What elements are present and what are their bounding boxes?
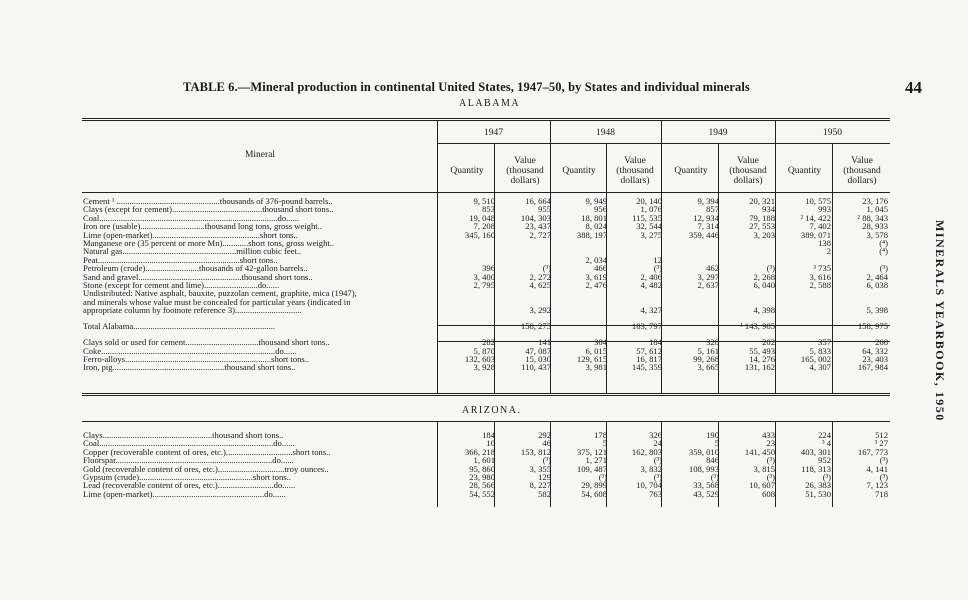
quantity-cell: 132, 603 (464, 353, 495, 364)
quantity-cell (775, 289, 831, 297)
value-cell: 46 (542, 438, 551, 449)
value-cell: (³) (542, 455, 551, 466)
quantity-cell: 2, 588 (809, 280, 831, 291)
value-cell: 23, 437 (525, 221, 551, 232)
quantity-cell (551, 239, 607, 247)
value-cell (495, 289, 551, 297)
quantity-cell: 9, 949 (585, 196, 607, 206)
value-cell: 8, 227 (529, 480, 551, 491)
quantity-header: Quantity (450, 166, 484, 176)
section-rule-double (82, 395, 890, 396)
value-cell: 3, 292 (529, 305, 551, 316)
value-cell: 10, 704 (636, 480, 662, 491)
quantity-cell: 190 (706, 430, 719, 440)
value-cell: 7, 123 (866, 480, 888, 491)
quantity-cell: 2, 034 (585, 254, 607, 265)
value-cell: 15, 030 (525, 353, 551, 364)
mineral-label: Gold (recoverable content of ores, etc.)...............................troy ounces.. (83, 463, 329, 474)
quantity-cell: 1, 271 (585, 455, 607, 466)
mineral-label: Cement ¹ ................................................thousands of 376-pound barrels.. (83, 196, 333, 206)
mineral-label: Petroleum (crude).........................thousands of 42-gallon barrels.. (83, 263, 308, 274)
value-cell: 292 (538, 430, 551, 440)
quantity-cell: 108, 993 (688, 463, 719, 474)
header-subdivider (606, 143, 607, 192)
value-cell: 512 (875, 430, 888, 440)
value-cell: 23 (766, 438, 775, 449)
mineral-label: Natural gas.....................................................million cubic feet.. (83, 246, 302, 257)
value-cell: 2, 464 (866, 271, 888, 282)
quantity-cell: 359, 446 (688, 229, 719, 240)
value-cell: (³) (653, 455, 662, 466)
value-cell: 202 (762, 337, 775, 348)
table-row (83, 306, 888, 314)
value-cell: 55, 493 (749, 345, 775, 356)
quantity-cell (662, 289, 719, 297)
value-header: Value (thousand dollars) (843, 156, 881, 186)
value-cell: 28, 933 (862, 221, 888, 232)
quantity-header: Quantity (787, 166, 822, 176)
quantity-cell: 33, 568 (693, 480, 719, 491)
section-title-arizona: ARIZONA. (462, 405, 522, 416)
quantity-cell: 26, 383 (805, 480, 831, 491)
value-cell: 4, 141 (866, 463, 888, 474)
quantity-cell: 12, 934 (693, 212, 719, 223)
quantity-cell: 993 (818, 204, 831, 215)
year-1950: 1950 (823, 128, 842, 138)
quantity-cell: 389, 071 (800, 229, 831, 240)
mineral-label: Coke.................................................................................do...... (83, 345, 297, 356)
quantity-cell: 3, 981 (585, 362, 607, 373)
quantity-cell: 184 (482, 430, 495, 440)
value-cell: (³) (766, 263, 775, 274)
quantity-cell: 5, 161 (697, 345, 719, 356)
quantity-cell: 109, 487 (576, 463, 607, 474)
value-cell: (⁴) (879, 246, 888, 257)
value-cell: 20, 321 (749, 196, 775, 206)
value-cell: 162, 803 (631, 446, 662, 457)
value-cell (719, 289, 775, 297)
quantity-cell: 165, 002 (800, 353, 831, 364)
mineral-label: Peat..................................................................short tons.. (83, 254, 278, 265)
value-cell: (⁴) (879, 238, 888, 249)
quantity-cell: 5 (602, 438, 607, 449)
quantity-cell: 18, 801 (581, 212, 607, 223)
mineral-label: Lead (recoverable content of ores, etc.)..........................do...... (83, 480, 296, 491)
value-cell: 23, 403 (862, 353, 888, 364)
header-subdivider (832, 143, 833, 192)
quantity-cell: 3, 616 (809, 271, 831, 282)
value-cell: 27, 553 (749, 221, 775, 232)
value-cell: (³) (879, 472, 888, 483)
mineral-label: Coal.................................................................................do...... (83, 438, 295, 449)
quantity-cell (775, 298, 831, 306)
table-row (83, 490, 888, 498)
header-subdivider (494, 143, 495, 192)
value-cell: 153, 812 (520, 446, 551, 457)
value-cell: (³) (879, 455, 888, 466)
quantity-cell: 3, 665 (697, 362, 719, 373)
quantity-cell: 54, 608 (581, 488, 607, 499)
value-cell: 10, 607 (749, 480, 775, 491)
quantity-cell: 99, 268 (693, 353, 719, 364)
mineral-label: Coal...................................................................................do...... (83, 212, 300, 223)
value-cell: 3, 203 (753, 229, 775, 240)
value-cell: 3, 355 (529, 463, 551, 474)
value-cell: 608 (762, 488, 775, 499)
quantity-cell: 2, 795 (473, 280, 495, 291)
quantity-cell: 6, 015 (585, 345, 607, 356)
quantity-cell: 2 (826, 246, 831, 257)
mineral-label: Stone (except for cement and lime).........................do...... (83, 280, 280, 291)
value-header: Value (thousand dollars) (729, 156, 767, 186)
value-cell: 141, 450 (744, 446, 775, 457)
value-cell: (³) (766, 455, 775, 466)
quantity-cell: 3, 619 (585, 271, 607, 282)
quantity-cell: 95, 860 (469, 463, 495, 474)
value-cell: 115, 535 (632, 212, 662, 223)
quantity-cell: 138 (818, 238, 831, 249)
quantity-cell (438, 298, 495, 306)
quantity-cell: 7, 402 (809, 221, 831, 232)
mineral-label: Undistributed: Native asphalt, bauxite, puzzolan cement, graphite, mica (1947), (83, 288, 357, 299)
value-cell (607, 289, 662, 297)
quantity-cell: (³) (710, 472, 719, 483)
quantity-cell: 396 (482, 263, 495, 274)
quantity-cell (438, 306, 495, 314)
value-cell: 4, 327 (640, 305, 662, 316)
quantity-cell: 857 (706, 204, 719, 215)
quantity-cell: 51, 530 (805, 488, 831, 499)
value-cell: 79, 188 (749, 212, 775, 223)
total-rule (437, 325, 890, 326)
quantity-cell: 9, 510 (473, 196, 495, 206)
table-row (83, 363, 888, 371)
value-cell: 4, 398 (753, 305, 775, 316)
quantity-cell: 129, 615 (576, 353, 607, 364)
top-rule (82, 118, 890, 119)
quantity-cell: 466 (594, 263, 607, 274)
section-rule (82, 393, 890, 394)
value-cell: 183, 797 (631, 320, 662, 331)
quantity-cell: 846 (706, 455, 719, 466)
value-cell: 268 (875, 337, 888, 348)
quantity-cell: 9, 394 (697, 196, 719, 206)
value-cell: 158, 975 (857, 320, 888, 331)
mineral-label: Clays sold or used for cement..................................thousand short tons.. (83, 337, 330, 348)
quantity-cell: ³ 4 (821, 438, 831, 449)
quantity-cell: 3, 297 (697, 271, 719, 282)
quantity-cell: 853 (482, 204, 495, 215)
value-cell: 2, 406 (640, 271, 662, 282)
value-cell: (³) (653, 263, 662, 274)
mineral-label: Iron ore (usable)..............................thousand long tons, gross weight.. (83, 221, 322, 232)
value-cell: 16, 817 (636, 353, 662, 364)
value-cell: 1, 076 (640, 204, 662, 215)
mineral-header: Mineral (244, 150, 276, 160)
section-title-alabama: ALABAMA (459, 98, 521, 109)
quantity-cell: 178 (594, 430, 607, 440)
value-cell: 20, 140 (636, 196, 662, 206)
quantity-cell: 28, 566 (469, 480, 495, 491)
value-cell: 955 (538, 204, 551, 215)
quantity-cell: 388, 197 (576, 229, 607, 240)
quantity-cell: (³) (822, 472, 831, 483)
value-cell: 4, 482 (640, 280, 662, 291)
header-subdivider (718, 143, 719, 192)
quantity-cell: 54, 552 (469, 488, 495, 499)
quantity-cell: 345, 160 (464, 229, 495, 240)
quantity-cell: 282 (482, 337, 495, 348)
quantity-cell: 462 (706, 263, 719, 274)
page-number: 44 (905, 78, 922, 97)
mineral-label: Clays...................................................thousand short tons.. (83, 430, 284, 440)
value-cell: 14, 276 (749, 353, 775, 364)
top-rule-double (82, 120, 890, 121)
quantity-cell (775, 306, 831, 314)
value-cell: (³) (879, 263, 888, 274)
value-cell: 110, 437 (521, 362, 551, 373)
value-cell: 5, 398 (866, 305, 888, 316)
value-cell: 2, 268 (753, 271, 775, 282)
quantity-cell (662, 306, 719, 314)
mineral-label: Fluorspar.........................................................................do...... (83, 455, 294, 466)
quantity-cell: ² 14, 422 (800, 212, 831, 223)
value-header: Value (thousand dollars) (506, 156, 544, 186)
value-cell: 3, 815 (753, 463, 775, 474)
quantity-cell: 5, 870 (473, 345, 495, 356)
quantity-cell (438, 239, 495, 247)
value-cell: 2, 272 (529, 271, 551, 282)
value-cell: 158, 275 (520, 320, 551, 331)
quantity-cell: 952 (818, 455, 831, 466)
value-cell (495, 247, 551, 255)
value-cell: 6, 040 (753, 280, 775, 291)
section-rule (82, 421, 890, 422)
quantity-cell: 8, 024 (585, 221, 607, 232)
quantity-cell: 304 (594, 337, 607, 348)
arizona-table (83, 431, 888, 498)
value-cell: 131, 162 (744, 362, 775, 373)
quantity-cell: 7, 208 (473, 221, 495, 232)
quantity-cell: ³ 735 (813, 263, 831, 274)
quantity-cell: 357 (818, 337, 831, 348)
total-rule (437, 341, 890, 342)
value-cell: 6, 038 (866, 280, 888, 291)
value-cell: 582 (538, 488, 551, 499)
quantity-cell: 4, 307 (809, 362, 831, 373)
quantity-cell: 3, 928 (473, 362, 495, 373)
quantity-cell: 118, 313 (801, 463, 831, 474)
value-cell: 718 (875, 488, 888, 499)
value-cell: 934 (762, 204, 775, 215)
value-cell: 129 (538, 472, 551, 483)
value-cell: ³ 27 (874, 438, 888, 449)
mineral-label: Ferro-alloys....................................................................short tons.. (83, 353, 310, 364)
value-cell: 3, 275 (640, 229, 662, 240)
value-cell: (³) (653, 472, 662, 483)
quantity-cell (551, 289, 607, 297)
quantity-cell (662, 298, 719, 306)
value-cell (831, 289, 888, 297)
value-cell: 145, 359 (631, 362, 662, 373)
mineral-label: Lime (open-market)....................................................do...... (83, 488, 286, 499)
quantity-cell (551, 306, 607, 314)
year-1947: 1947 (484, 128, 503, 138)
quantity-cell: 23, 980 (469, 472, 495, 483)
mineral-label: Lime (open-market)..................................................short tons.. (83, 229, 298, 240)
mineral-label: appropriate column by footnote reference 3)............................... (83, 305, 302, 316)
mineral-label: Sand and gravel................................................thousand short tons.. (83, 271, 313, 282)
quantity-header: Quantity (674, 166, 708, 176)
quantity-cell (662, 239, 719, 247)
value-cell: 141 (538, 337, 551, 348)
quantity-cell: (³) (598, 472, 607, 483)
quantity-cell (438, 289, 495, 297)
value-cell: 23, 176 (862, 196, 888, 206)
quantity-cell: 359, 010 (688, 446, 719, 457)
quantity-cell (662, 247, 719, 255)
quantity-cell: 328 (706, 337, 719, 348)
value-cell (495, 239, 551, 247)
quantity-cell: 10 (486, 438, 495, 449)
quantity-cell: 2, 637 (697, 280, 719, 291)
quantity-cell: 10, 575 (805, 196, 831, 206)
value-cell: 433 (762, 430, 775, 440)
value-cell: 64, 332 (862, 345, 888, 356)
mineral-label: Manganese ore (35 percent or more Mn)............short tons, gross weight.. (83, 238, 335, 249)
mineral-label: Total Alabama.................................................................. (83, 320, 276, 331)
quantity-cell: 375, 121 (576, 446, 607, 457)
value-cell: 12 (653, 254, 662, 265)
quantity-cell: 3, 400 (473, 271, 495, 282)
value-cell: 763 (649, 488, 662, 499)
value-cell: (³) (766, 472, 775, 483)
running-head: MINERALS YEARBOOK, 1950 (933, 220, 947, 422)
value-cell: 57, 612 (636, 345, 662, 356)
alabama-table (83, 197, 888, 372)
value-cell: 104, 303 (520, 212, 551, 223)
value-cell: 24 (653, 438, 662, 449)
value-cell: (³) (542, 263, 551, 274)
mineral-label: and minerals whose value must be concealed for particular years (indicated in (83, 296, 351, 307)
quantity-cell: 5 (714, 438, 719, 449)
value-cell: 4, 625 (529, 280, 551, 291)
year-rule (437, 143, 890, 144)
value-cell (719, 239, 775, 247)
quantity-cell: 7, 314 (697, 221, 719, 232)
value-header: Value (thousand dollars) (616, 156, 654, 186)
value-cell (719, 247, 775, 255)
value-cell: 167, 773 (857, 446, 888, 457)
value-cell: ¹ 143, 905 (740, 320, 775, 331)
quantity-cell: 224 (818, 430, 831, 440)
page-title: TABLE 6.—Mineral production in continental United States, 1947–50, by States and individual minerals (183, 80, 750, 94)
quantity-cell: 29, 899 (581, 480, 607, 491)
quantity-cell: 43, 529 (693, 488, 719, 499)
value-cell: 326 (649, 430, 662, 440)
quantity-cell: 1, 601 (473, 455, 495, 466)
quantity-cell: 2, 476 (585, 280, 607, 291)
quantity-cell: 19, 048 (469, 212, 495, 223)
value-cell: ² 88, 343 (857, 212, 888, 223)
quantity-cell: 403, 301 (800, 446, 831, 457)
value-cell: 47, 087 (525, 345, 551, 356)
year-1949: 1949 (708, 128, 728, 138)
quantity-cell: 5, 833 (809, 345, 831, 356)
quantity-cell: 366, 218 (464, 446, 495, 457)
value-cell: 32, 544 (636, 221, 662, 232)
year-1948: 1948 (596, 128, 615, 138)
mineral-label: Gypsum (crude).....................................................short tons.. (83, 472, 291, 483)
value-cell: 2, 727 (529, 229, 551, 240)
mineral-label: Iron, pig....................................................thousand short tons.. (83, 362, 296, 373)
value-cell: 3, 578 (866, 229, 888, 240)
quantity-cell: 956 (594, 204, 607, 215)
mineral-label: Clays (except for cement)..........................................thousand short tons.. (83, 204, 334, 215)
value-cell: 3, 832 (640, 463, 662, 474)
value-cell: 1, 045 (866, 204, 888, 215)
header-bottom-rule (82, 192, 890, 193)
value-cell: 184 (649, 337, 662, 348)
value-cell: 167, 984 (857, 362, 888, 373)
quantity-header: Quantity (562, 166, 596, 176)
value-cell: 16, 664 (525, 196, 551, 206)
quantity-cell (438, 247, 495, 255)
mineral-label: Copper (recoverable content of ores, etc.)...............................short tons.. (83, 446, 331, 457)
quantity-cell (551, 298, 607, 306)
value-cell (607, 239, 662, 247)
